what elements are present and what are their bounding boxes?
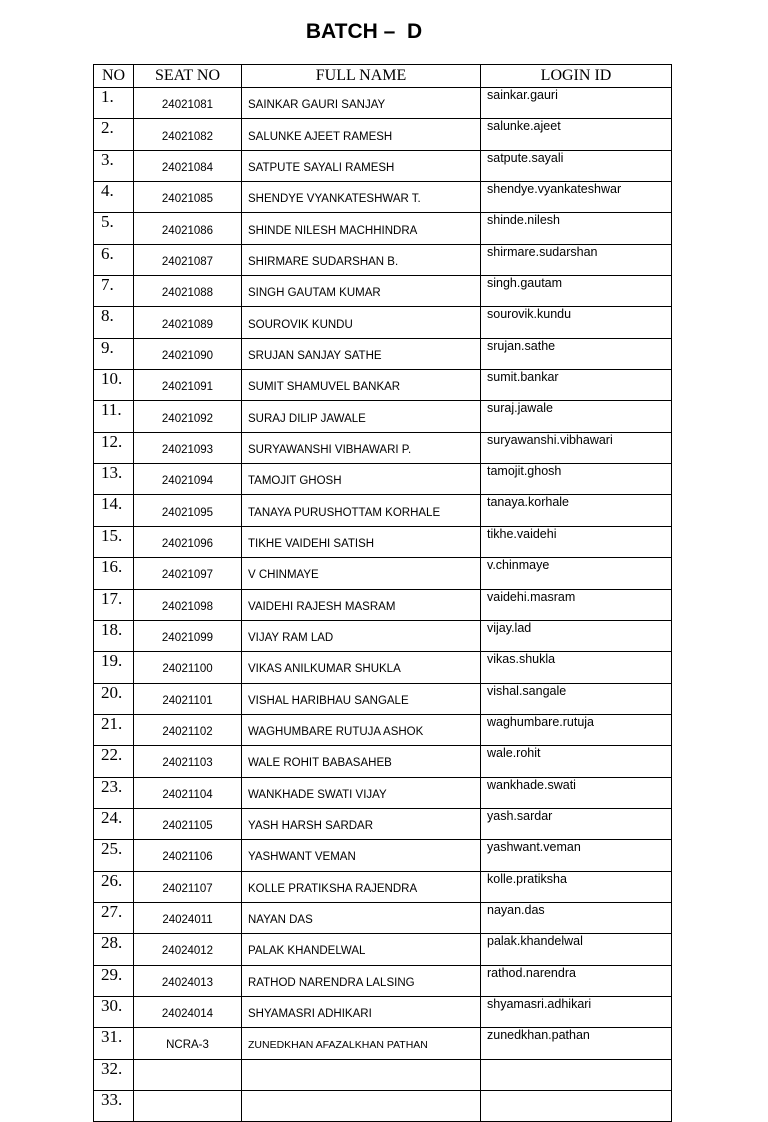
row-number: 13.: [94, 464, 134, 495]
seat-no-cell: 24021086: [134, 213, 242, 244]
table-row: [94, 558, 672, 589]
table-row: [94, 808, 672, 839]
full-name-cell: V CHINMAYE: [242, 558, 481, 589]
seat-no-cell: 24021087: [134, 244, 242, 275]
row-number: 27.: [94, 902, 134, 933]
seat-no-cell: 24021081: [134, 88, 242, 119]
table-row: [94, 307, 672, 338]
table-row: [94, 683, 672, 714]
full-name-cell: ZUNEDKHAN AFAZALKHAN PATHAN: [242, 1028, 481, 1059]
full-name-cell: WANKHADE SWATI VIJAY: [242, 777, 481, 808]
seat-no-cell: 24024012: [134, 934, 242, 965]
table-row: [94, 526, 672, 557]
row-number: 12.: [94, 432, 134, 463]
table-row: [94, 714, 672, 745]
row-number: 29.: [94, 965, 134, 996]
seat-no-cell: 24021095: [134, 495, 242, 526]
login-id-cell: tanaya.korhale: [481, 495, 672, 526]
login-id-cell: [481, 1091, 672, 1122]
login-id-cell: tamojit.ghosh: [481, 464, 672, 495]
page-title: BATCH – D: [305, 20, 423, 43]
table-row: [94, 464, 672, 495]
full-name-cell: SRUJAN SANJAY SATHE: [242, 338, 481, 369]
login-id-cell: yashwant.veman: [481, 840, 672, 871]
full-name-cell: SHIRMARE SUDARSHAN B.: [242, 244, 481, 275]
seat-no-cell: 24024014: [134, 996, 242, 1027]
row-number: 10.: [94, 370, 134, 401]
seat-no-cell: 24021102: [134, 714, 242, 745]
row-number: 24.: [94, 808, 134, 839]
seat-no-cell: 24021092: [134, 401, 242, 432]
seat-no-cell: 24021084: [134, 150, 242, 181]
table-row: [94, 589, 672, 620]
seat-no-cell: 24021093: [134, 432, 242, 463]
seat-no-cell: 24021091: [134, 370, 242, 401]
table-row: [94, 620, 672, 651]
login-id-cell: rathod.narendra: [481, 965, 672, 996]
full-name-cell: SOUROVIK KUNDU: [242, 307, 481, 338]
seat-no-cell: 24021085: [134, 182, 242, 213]
table-row: [94, 495, 672, 526]
full-name-cell: WALE ROHIT BABASAHEB: [242, 746, 481, 777]
row-number: 19.: [94, 652, 134, 683]
full-name-cell: SUMIT SHAMUVEL BANKAR: [242, 370, 481, 401]
row-number: 1.: [94, 88, 134, 119]
table-row: [94, 840, 672, 871]
login-id-cell: nayan.das: [481, 902, 672, 933]
row-number: 6.: [94, 244, 134, 275]
table-row: [94, 871, 672, 902]
row-number: 4.: [94, 182, 134, 213]
seat-no-cell: 24024013: [134, 965, 242, 996]
table-row: [94, 902, 672, 933]
row-number: 17.: [94, 589, 134, 620]
login-id-cell: tikhe.vaidehi: [481, 526, 672, 557]
seat-no-cell: 24021098: [134, 589, 242, 620]
table-row: [94, 777, 672, 808]
table-header-row: [94, 65, 672, 88]
login-id-cell: yash.sardar: [481, 808, 672, 839]
seat-no-cell: NCRA-3: [134, 1028, 242, 1059]
full-name-cell: SURAJ DILIP JAWALE: [242, 401, 481, 432]
row-number: 2.: [94, 119, 134, 150]
table-row: [94, 965, 672, 996]
login-id-cell: kolle.pratiksha: [481, 871, 672, 902]
seat-no-cell: [134, 1091, 242, 1122]
row-number: 25.: [94, 840, 134, 871]
login-id-cell: shyamasri.adhikari: [481, 996, 672, 1027]
seat-no-cell: 24021104: [134, 777, 242, 808]
full-name-cell: SAINKAR GAURI SANJAY: [242, 88, 481, 119]
login-id-cell: vikas.shukla: [481, 652, 672, 683]
table-row: [94, 746, 672, 777]
row-number: 14.: [94, 495, 134, 526]
row-number: 11.: [94, 401, 134, 432]
login-id-cell: shirmare.sudarshan: [481, 244, 672, 275]
full-name-cell: PALAK KHANDELWAL: [242, 934, 481, 965]
table-row: [94, 276, 672, 307]
login-id-cell: palak.khandelwal: [481, 934, 672, 965]
table-row: [94, 182, 672, 213]
login-id-cell: shinde.nilesh: [481, 213, 672, 244]
login-id-cell: shendye.vyankateshwar: [481, 182, 672, 213]
row-number: 5.: [94, 213, 134, 244]
table-row: [94, 213, 672, 244]
full-name-cell: SATPUTE SAYALI RAMESH: [242, 150, 481, 181]
batch-table: [93, 64, 672, 1122]
login-id-cell: v.chinmaye: [481, 558, 672, 589]
header-no: NO: [94, 65, 134, 88]
seat-no-cell: 24021090: [134, 338, 242, 369]
table-row: [94, 338, 672, 369]
full-name-cell: VIJAY RAM LAD: [242, 620, 481, 651]
login-id-cell: singh.gautam: [481, 276, 672, 307]
header-seat-no: SEAT NO: [134, 65, 242, 88]
seat-no-cell: 24021101: [134, 683, 242, 714]
full-name-cell: SURYAWANSHI VIBHAWARI P.: [242, 432, 481, 463]
full-name-cell: TAMOJIT GHOSH: [242, 464, 481, 495]
table-row: [94, 1091, 672, 1122]
table-row: [94, 401, 672, 432]
row-number: 16.: [94, 558, 134, 589]
seat-no-cell: 24021089: [134, 307, 242, 338]
login-id-cell: suraj.jawale: [481, 401, 672, 432]
table-row: [94, 934, 672, 965]
login-id-cell: suryawanshi.vibhawari: [481, 432, 672, 463]
full-name-cell: SHINDE NILESH MACHHINDRA: [242, 213, 481, 244]
login-id-cell: salunke.ajeet: [481, 119, 672, 150]
row-number: 33.: [94, 1091, 134, 1122]
row-number: 28.: [94, 934, 134, 965]
table-row: [94, 370, 672, 401]
seat-no-cell: 24024011: [134, 902, 242, 933]
login-id-cell: wale.rohit: [481, 746, 672, 777]
row-number: 22.: [94, 746, 134, 777]
header-login-id: LOGIN ID: [481, 65, 672, 88]
login-id-cell: srujan.sathe: [481, 338, 672, 369]
seat-no-cell: 24021088: [134, 276, 242, 307]
full-name-cell: YASH HARSH SARDAR: [242, 808, 481, 839]
table-row: [94, 244, 672, 275]
login-id-cell: [481, 1059, 672, 1090]
login-id-cell: sourovik.kundu: [481, 307, 672, 338]
table-row: [94, 150, 672, 181]
full-name-cell: NAYAN DAS: [242, 902, 481, 933]
table-row: [94, 996, 672, 1027]
login-id-cell: sumit.bankar: [481, 370, 672, 401]
full-name-cell: WAGHUMBARE RUTUJA ASHOK: [242, 714, 481, 745]
row-number: 30.: [94, 996, 134, 1027]
seat-no-cell: 24021105: [134, 808, 242, 839]
row-number: 21.: [94, 714, 134, 745]
login-id-cell: vijay.lad: [481, 620, 672, 651]
table-row: [94, 88, 672, 119]
seat-no-cell: 24021103: [134, 746, 242, 777]
login-id-cell: satpute.sayali: [481, 150, 672, 181]
row-number: 8.: [94, 307, 134, 338]
login-id-cell: sainkar.gauri: [481, 88, 672, 119]
login-id-cell: waghumbare.rutuja: [481, 714, 672, 745]
full-name-cell: YASHWANT VEMAN: [242, 840, 481, 871]
seat-no-cell: 24021097: [134, 558, 242, 589]
seat-no-cell: 24021099: [134, 620, 242, 651]
full-name-cell: SHYAMASRI ADHIKARI: [242, 996, 481, 1027]
row-number: 23.: [94, 777, 134, 808]
full-name-cell: RATHOD NARENDRA LALSING: [242, 965, 481, 996]
table-row: [94, 432, 672, 463]
login-id-cell: vaidehi.masram: [481, 589, 672, 620]
full-name-cell: SALUNKE AJEET RAMESH: [242, 119, 481, 150]
seat-no-cell: [134, 1059, 242, 1090]
row-number: 20.: [94, 683, 134, 714]
seat-no-cell: 24021082: [134, 119, 242, 150]
login-id-cell: zunedkhan.pathan: [481, 1028, 672, 1059]
seat-no-cell: 24021106: [134, 840, 242, 871]
row-number: 32.: [94, 1059, 134, 1090]
full-name-cell: SINGH GAUTAM KUMAR: [242, 276, 481, 307]
login-id-cell: vishal.sangale: [481, 683, 672, 714]
row-number: 18.: [94, 620, 134, 651]
seat-no-cell: 24021100: [134, 652, 242, 683]
full-name-cell: TIKHE VAIDEHI SATISH: [242, 526, 481, 557]
table-row: [94, 1028, 672, 1059]
full-name-cell: KOLLE PRATIKSHA RAJENDRA: [242, 871, 481, 902]
seat-no-cell: 24021094: [134, 464, 242, 495]
table-row: [94, 1059, 672, 1090]
seat-no-cell: 24021096: [134, 526, 242, 557]
full-name-cell: [242, 1091, 481, 1122]
row-number: 3.: [94, 150, 134, 181]
row-number: 31.: [94, 1028, 134, 1059]
full-name-cell: VISHAL HARIBHAU SANGALE: [242, 683, 481, 714]
full-name-cell: VIKAS ANILKUMAR SHUKLA: [242, 652, 481, 683]
login-id-cell: wankhade.swati: [481, 777, 672, 808]
row-number: 7.: [94, 276, 134, 307]
full-name-cell: [242, 1059, 481, 1090]
seat-no-cell: 24021107: [134, 871, 242, 902]
full-name-cell: TANAYA PURUSHOTTAM KORHALE: [242, 495, 481, 526]
row-number: 9.: [94, 338, 134, 369]
full-name-cell: SHENDYE VYANKATESHWAR T.: [242, 182, 481, 213]
table-row: [94, 652, 672, 683]
row-number: 15.: [94, 526, 134, 557]
row-number: 26.: [94, 871, 134, 902]
header-full-name: FULL NAME: [242, 65, 481, 88]
table-row: [94, 119, 672, 150]
full-name-cell: VAIDEHI RAJESH MASRAM: [242, 589, 481, 620]
